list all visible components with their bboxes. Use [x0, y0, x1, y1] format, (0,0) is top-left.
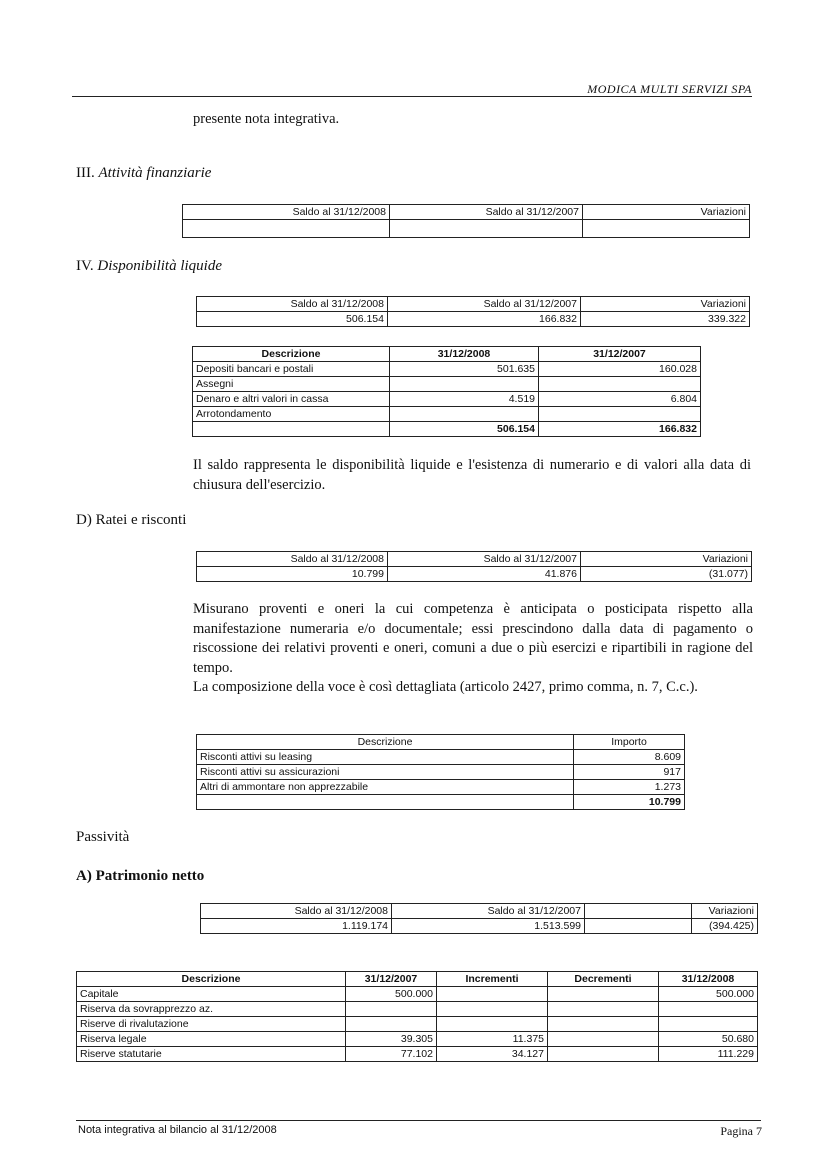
- table-header-row: [77, 972, 758, 987]
- table-header-cell: Variazioni: [581, 552, 752, 567]
- table-cell: Risconti attivi su assicurazioni: [197, 765, 574, 780]
- table-row: [193, 407, 701, 422]
- company-name: MODICA MULTI SERVIZI SPA: [587, 82, 752, 96]
- table-header-row: [183, 205, 750, 220]
- table-cell: [548, 1017, 659, 1032]
- table-cell: [346, 1017, 437, 1032]
- table-cell: [197, 795, 574, 810]
- table-cell: 506.154: [390, 422, 539, 437]
- table-cell: 501.635: [390, 362, 539, 377]
- table-cell: [193, 422, 390, 437]
- table-row: [193, 362, 701, 377]
- table-header-row: [197, 297, 750, 312]
- table-cell: 917: [574, 765, 685, 780]
- table-header-cell: 31/12/2007: [539, 347, 701, 362]
- table-header-cell: Saldo al 31/12/2008: [201, 904, 392, 919]
- table-header-cell: 31/12/2007: [346, 972, 437, 987]
- table-row: [197, 765, 685, 780]
- table-header-row: [197, 552, 752, 567]
- table-cell: 1.513.599: [392, 919, 585, 934]
- section-4-detail-table: [192, 346, 701, 437]
- table-cell: [346, 1002, 437, 1017]
- table-cell: [548, 1002, 659, 1017]
- table-row: [77, 1002, 758, 1017]
- table-header-row: [193, 347, 701, 362]
- table-row: [193, 377, 701, 392]
- table-header-cell: Decrementi: [548, 972, 659, 987]
- table-cell: 500.000: [346, 987, 437, 1002]
- section-4-paragraph: Il saldo rappresenta le disponibilità liquide e l'esistenza di numerario e di valori alla data di chiusura dell'esercizio.: [193, 457, 751, 493]
- table-row: [77, 1017, 758, 1032]
- table-header-cell: Importo: [574, 735, 685, 750]
- table-row: [77, 987, 758, 1002]
- table-row: [197, 780, 685, 795]
- table-header-cell: Descrizione: [77, 972, 346, 987]
- table-cell: [539, 377, 701, 392]
- table-cell: 166.832: [388, 312, 581, 327]
- table-header-cell: Saldo al 31/12/2007: [388, 297, 581, 312]
- table-row: [183, 220, 750, 238]
- table-header-cell: Saldo al 31/12/2008: [197, 297, 388, 312]
- table-cell: 10.799: [197, 567, 388, 582]
- section-4-label: Disponibilità liquide: [97, 258, 222, 274]
- table-header-cell: Variazioni: [583, 205, 750, 220]
- table-cell: (394.425): [692, 919, 758, 934]
- section-d-summary-table: [196, 551, 752, 582]
- table-cell: 8.609: [574, 750, 685, 765]
- table-header-cell: Variazioni: [581, 297, 750, 312]
- table-cell: 1.273: [574, 780, 685, 795]
- table-cell: 160.028: [539, 362, 701, 377]
- table-cell: 77.102: [346, 1047, 437, 1062]
- table-cell: Capitale: [77, 987, 346, 1002]
- table-cell: Riserva da sovrapprezzo az.: [77, 1002, 346, 1017]
- table-cell: Riserva legale: [77, 1032, 346, 1047]
- table-cell: [390, 220, 583, 238]
- table-header-cell: Saldo al 31/12/2008: [183, 205, 390, 220]
- table-cell: [390, 377, 539, 392]
- section-3-label: Attività finanziarie: [98, 165, 212, 181]
- table-header-cell: 31/12/2008: [659, 972, 758, 987]
- section-4-summary-table: [196, 296, 750, 327]
- table-row: [197, 567, 752, 582]
- table-header-cell: Descrizione: [197, 735, 574, 750]
- table-cell: [539, 407, 701, 422]
- section-3-number: III.: [76, 165, 95, 181]
- table-cell: 1.119.174: [201, 919, 392, 934]
- table-header-row: [197, 735, 685, 750]
- table-total-row: [193, 422, 701, 437]
- table-header-cell: Saldo al 31/12/2007: [388, 552, 581, 567]
- table-header-cell: Incrementi: [437, 972, 548, 987]
- table-row: [197, 312, 750, 327]
- table-row: [77, 1032, 758, 1047]
- table-cell: [437, 987, 548, 1002]
- table-cell: [437, 1002, 548, 1017]
- table-cell: [659, 1002, 758, 1017]
- table-cell: Risconti attivi su leasing: [197, 750, 574, 765]
- table-cell: 166.832: [539, 422, 701, 437]
- table-cell: Altri di ammontare non apprezzabile: [197, 780, 574, 795]
- table-row: [197, 750, 685, 765]
- page-number: Pagina 7: [720, 1124, 762, 1138]
- table-row: [193, 392, 701, 407]
- section-d-detail-table: [196, 734, 685, 810]
- footer-rule: [76, 1120, 761, 1121]
- table-cell: Assegni: [193, 377, 390, 392]
- table-cell: [585, 919, 692, 934]
- table-cell: 339.322: [581, 312, 750, 327]
- table-row: [201, 919, 758, 934]
- table-cell: [548, 1047, 659, 1062]
- table-cell: 4.519: [390, 392, 539, 407]
- table-header-cell: [585, 904, 692, 919]
- table-row: [77, 1047, 758, 1062]
- table-cell: Denaro e altri valori in cassa: [193, 392, 390, 407]
- table-cell: 506.154: [197, 312, 388, 327]
- table-header-cell: 31/12/2008: [390, 347, 539, 362]
- table-cell: 39.305: [346, 1032, 437, 1047]
- table-cell: 10.799: [574, 795, 685, 810]
- section-4-number: IV.: [76, 258, 94, 274]
- table-cell: [183, 220, 390, 238]
- table-header-cell: Saldo al 31/12/2007: [392, 904, 585, 919]
- section-d-paragraph-1: Misurano proventi e oneri la cui competenza è anticipata o posticipata rispetto alla manifestazione numeraria e/o documentale; essi prescindono dalla data di pagamento o riscossione dei relativi proventi e oneri, comuni a due o più esercizi e ripartibili in ragione del tempo.: [193, 601, 753, 676]
- table-cell: [437, 1017, 548, 1032]
- table-cell: Depositi bancari e postali: [193, 362, 390, 377]
- table-cell: 6.804: [539, 392, 701, 407]
- table-cell: [548, 987, 659, 1002]
- header-rule: [72, 96, 752, 97]
- table-header-cell: Saldo al 31/12/2008: [197, 552, 388, 567]
- passivita-heading: Passività: [76, 829, 130, 845]
- section-3-title: [76, 165, 211, 182]
- table-cell: Riserve di rivalutazione: [77, 1017, 346, 1032]
- intro-line: presente nota integrativa.: [193, 111, 340, 127]
- table-cell: 500.000: [659, 987, 758, 1002]
- section-3-summary-table: [182, 204, 750, 238]
- section-a-title: A) Patrimonio netto: [76, 868, 205, 884]
- table-cell: 111.229: [659, 1047, 758, 1062]
- table-cell: (31.077): [581, 567, 752, 582]
- table-header-row: [201, 904, 758, 919]
- section-4-title: [76, 258, 222, 275]
- table-cell: [390, 407, 539, 422]
- table-total-row: [197, 795, 685, 810]
- table-cell: 50.680: [659, 1032, 758, 1047]
- section-a-summary-table: [200, 903, 758, 934]
- table-cell: [659, 1017, 758, 1032]
- table-cell: [583, 220, 750, 238]
- section-d-title: D) Ratei e risconti: [76, 512, 187, 528]
- footer-document-title: Nota integrativa al bilancio al 31/12/2008: [78, 1124, 277, 1136]
- table-header-cell: Variazioni: [692, 904, 758, 919]
- table-cell: Arrotondamento: [193, 407, 390, 422]
- table-cell: Riserve statutarie: [77, 1047, 346, 1062]
- section-d-paragraph-2: La composizione della voce è così dettagliata (articolo 2427, primo comma, n. 7, C.c.).: [193, 679, 698, 695]
- table-cell: 41.876: [388, 567, 581, 582]
- table-cell: [548, 1032, 659, 1047]
- table-cell: 34.127: [437, 1047, 548, 1062]
- table-header-cell: Saldo al 31/12/2007: [390, 205, 583, 220]
- table-header-cell: Descrizione: [193, 347, 390, 362]
- table-cell: 11.375: [437, 1032, 548, 1047]
- section-a-detail-table: [76, 971, 758, 1062]
